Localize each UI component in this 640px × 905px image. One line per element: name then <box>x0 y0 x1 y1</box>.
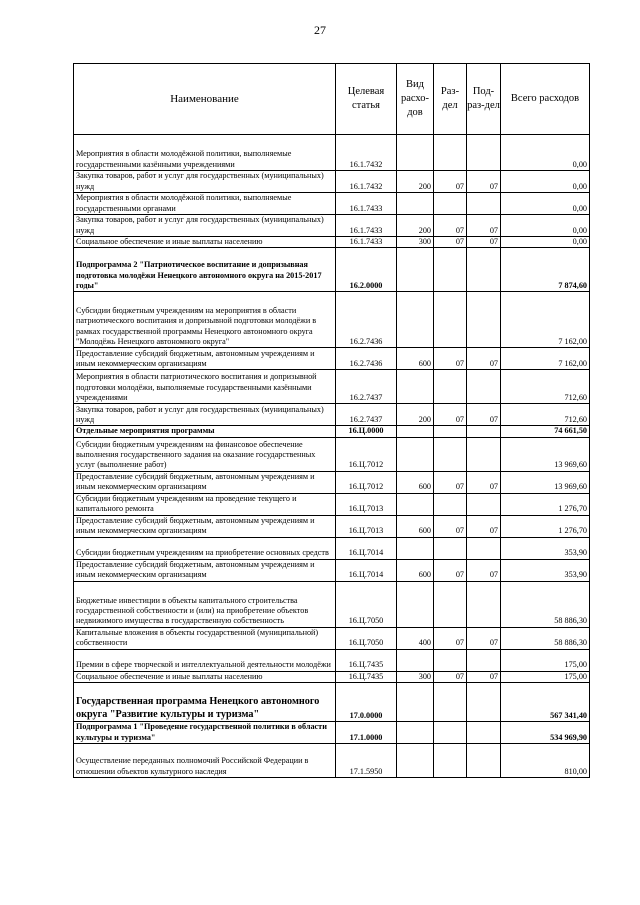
row-total: 567 341,40 <box>501 683 590 722</box>
row-total: 0,00 <box>501 237 590 248</box>
row-kind: 200 <box>397 171 434 193</box>
row-section <box>434 437 467 471</box>
row-total: 1 276,70 <box>501 515 590 537</box>
budget-table <box>73 63 590 778</box>
row-total: 810,00 <box>501 744 590 778</box>
table-row <box>74 581 590 627</box>
row-target: 16.1.7432 <box>336 171 397 193</box>
table-row <box>74 370 590 404</box>
row-total: 0,00 <box>501 135 590 171</box>
row-target: 16.2.7436 <box>336 292 397 348</box>
row-subsection: 07 <box>467 237 501 248</box>
header-section: Раз-дел <box>434 64 467 135</box>
row-target: 16.Ц.7435 <box>336 649 397 671</box>
row-total: 13 969,60 <box>501 437 590 471</box>
row-name: Предоставление субсидий бюджетным, автономным учреждениям и иным некоммерческим организациям <box>74 471 336 493</box>
table-row <box>74 404 590 426</box>
row-kind <box>397 437 434 471</box>
row-section <box>434 649 467 671</box>
table-row <box>74 171 590 193</box>
row-section <box>434 744 467 778</box>
header-subsection: Под-раз-дел <box>467 64 501 135</box>
row-total: 353,90 <box>501 559 590 581</box>
table-row <box>74 683 590 722</box>
table-row <box>74 248 590 292</box>
row-kind: 400 <box>397 627 434 649</box>
row-name: Закупка товаров, работ и услуг для государственных (муниципальных) нужд <box>74 215 336 237</box>
row-kind: 200 <box>397 215 434 237</box>
table-row <box>74 237 590 248</box>
row-name: Предоставление субсидий бюджетным, автономным учреждениям и иным некоммерческим организациям <box>74 559 336 581</box>
row-target: 17.0.0000 <box>336 683 397 722</box>
header-name: Наименование <box>74 64 336 135</box>
table-row <box>74 471 590 493</box>
row-subsection: 07 <box>467 559 501 581</box>
row-subsection: 07 <box>467 404 501 426</box>
row-name: Бюджетные инвестиции в объекты капитального строительства государственной собственности и (или) на приобретение объектов недвижимого имущества в государственную собственность <box>74 581 336 627</box>
row-subsection <box>467 581 501 627</box>
row-subsection <box>467 248 501 292</box>
table-row <box>74 292 590 348</box>
row-section: 07 <box>434 348 467 370</box>
row-subsection: 07 <box>467 671 501 682</box>
row-total: 7 162,00 <box>501 292 590 348</box>
row-kind <box>397 135 434 171</box>
row-target: 16.1.7433 <box>336 215 397 237</box>
row-total: 534 969,90 <box>501 722 590 744</box>
row-target: 16.Ц.7050 <box>336 627 397 649</box>
row-target: 17.1.5950 <box>336 744 397 778</box>
row-section: 07 <box>434 627 467 649</box>
row-target: 16.Ц.0000 <box>336 426 397 437</box>
row-target: 16.2.7437 <box>336 404 397 426</box>
row-name: Закупка товаров, работ и услуг для государственных (муниципальных) нужд <box>74 171 336 193</box>
row-name: Субсидии бюджетным учреждениям на проведение текущего и капитального ремонта <box>74 493 336 515</box>
row-target: 16.Ц.7013 <box>336 515 397 537</box>
row-section <box>434 722 467 744</box>
row-name: Подпрограмма 2 "Патриотическое воспитание и допризывная подготовка молодёжи Ненецкого автономного округа на 2015-2017 годы" <box>74 248 336 292</box>
row-section <box>434 426 467 437</box>
table-row <box>74 627 590 649</box>
row-name: Капитальные вложения в объекты государственной (муниципальной) собственности <box>74 627 336 649</box>
table-row <box>74 493 590 515</box>
row-name: Отдельные мероприятия программы <box>74 426 336 437</box>
table-row <box>74 537 590 559</box>
row-total: 7 874,60 <box>501 248 590 292</box>
row-total: 175,00 <box>501 649 590 671</box>
table-row <box>74 215 590 237</box>
row-total: 58 886,30 <box>501 581 590 627</box>
table-row <box>74 744 590 778</box>
row-total: 13 969,60 <box>501 471 590 493</box>
row-kind <box>397 744 434 778</box>
row-subsection <box>467 683 501 722</box>
row-subsection: 07 <box>467 215 501 237</box>
row-total: 0,00 <box>501 193 590 215</box>
row-kind <box>397 292 434 348</box>
row-target: 16.Ц.7012 <box>336 437 397 471</box>
row-name: Подпрограмма 1 "Проведение государственной политики в области культуры и туризма" <box>74 722 336 744</box>
row-name: Осуществление переданных полномочий Российской Федерации в отношении объектов культурного наследия <box>74 744 336 778</box>
row-section: 07 <box>434 237 467 248</box>
row-name: Социальное обеспечение и иные выплаты населению <box>74 671 336 682</box>
row-name: Социальное обеспечение и иные выплаты населению <box>74 237 336 248</box>
row-section <box>434 193 467 215</box>
row-subsection <box>467 722 501 744</box>
row-kind: 600 <box>397 348 434 370</box>
row-target: 16.1.7433 <box>336 193 397 215</box>
row-kind: 600 <box>397 471 434 493</box>
row-section <box>434 292 467 348</box>
row-subsection: 07 <box>467 627 501 649</box>
row-section <box>434 683 467 722</box>
row-section <box>434 135 467 171</box>
row-section: 07 <box>434 671 467 682</box>
row-subsection <box>467 193 501 215</box>
row-section: 07 <box>434 559 467 581</box>
table-row <box>74 348 590 370</box>
row-kind <box>397 370 434 404</box>
row-total: 175,00 <box>501 671 590 682</box>
row-kind: 600 <box>397 515 434 537</box>
table-row <box>74 559 590 581</box>
row-target: 16.Ц.7013 <box>336 493 397 515</box>
row-kind: 600 <box>397 559 434 581</box>
row-target: 16.Ц.7012 <box>336 471 397 493</box>
row-total: 58 886,30 <box>501 627 590 649</box>
row-target: 16.1.7432 <box>336 135 397 171</box>
row-total: 7 162,00 <box>501 348 590 370</box>
row-section <box>434 493 467 515</box>
table-row <box>74 649 590 671</box>
row-total: 0,00 <box>501 215 590 237</box>
row-name: Мероприятия в области патриотического воспитания и допризывной подготовки молодёжи, выполняемые государственными казёнными учреждениями <box>74 370 336 404</box>
row-section: 07 <box>434 404 467 426</box>
row-section: 07 <box>434 471 467 493</box>
row-name: Мероприятия в области молодёжной политики, выполняемые государственными казёнными учреждениями <box>74 135 336 171</box>
row-name: Субсидии бюджетным учреждениям на мероприятия в области патриотического воспитания и допризывной подготовки молодёжи в рамках государственной программы Ненецкого автономного округа "Молодёжь Ненецкого автономного округа" <box>74 292 336 348</box>
row-target: 16.2.7436 <box>336 348 397 370</box>
row-subsection: 07 <box>467 515 501 537</box>
row-subsection: 07 <box>467 348 501 370</box>
row-section: 07 <box>434 215 467 237</box>
row-section: 07 <box>434 171 467 193</box>
page-number: 27 <box>314 23 326 37</box>
row-section <box>434 537 467 559</box>
row-subsection <box>467 135 501 171</box>
row-kind <box>397 649 434 671</box>
row-subsection <box>467 493 501 515</box>
row-name: Закупка товаров, работ и услуг для государственных (муниципальных) нужд <box>74 404 336 426</box>
row-name: Субсидии бюджетным учреждениям на финансовое обеспечение выполнения государственного задания на оказание государственных услуг (выполнение работ) <box>74 437 336 471</box>
row-kind <box>397 248 434 292</box>
row-kind <box>397 537 434 559</box>
row-total: 74 661,50 <box>501 426 590 437</box>
row-kind <box>397 426 434 437</box>
row-name: Мероприятия в области молодёжной политики, выполняемые государственными органами <box>74 193 336 215</box>
row-name: Государственная программа Ненецкого автономного округа "Развитие культуры и туризма" <box>74 683 336 722</box>
row-kind <box>397 722 434 744</box>
row-subsection <box>467 292 501 348</box>
row-kind <box>397 683 434 722</box>
row-subsection <box>467 537 501 559</box>
row-target: 16.2.7437 <box>336 370 397 404</box>
row-subsection <box>467 744 501 778</box>
header-target: Целевая статья <box>336 64 397 135</box>
row-kind: 300 <box>397 671 434 682</box>
header-total: Всего расходов <box>501 64 590 135</box>
row-section <box>434 248 467 292</box>
row-total: 712,60 <box>501 370 590 404</box>
row-name: Премии в сфере творческой и интеллектуальной деятельности молодёжи <box>74 649 336 671</box>
row-total: 0,00 <box>501 171 590 193</box>
row-total: 712,60 <box>501 404 590 426</box>
row-target: 16.2.0000 <box>336 248 397 292</box>
row-target: 16.Ц.7050 <box>336 581 397 627</box>
row-kind <box>397 493 434 515</box>
row-subsection <box>467 370 501 404</box>
row-subsection <box>467 649 501 671</box>
row-kind <box>397 193 434 215</box>
row-kind: 300 <box>397 237 434 248</box>
table-row <box>74 135 590 171</box>
row-total: 353,90 <box>501 537 590 559</box>
row-name: Субсидии бюджетным учреждениям на приобретение основных средств <box>74 537 336 559</box>
row-subsection: 07 <box>467 171 501 193</box>
row-subsection <box>467 426 501 437</box>
row-target: 16.Ц.7014 <box>336 537 397 559</box>
row-subsection: 07 <box>467 471 501 493</box>
row-name: Предоставление субсидий бюджетным, автономным учреждениям и иным некоммерческим организациям <box>74 515 336 537</box>
table-row <box>74 193 590 215</box>
row-kind: 200 <box>397 404 434 426</box>
row-name: Предоставление субсидий бюджетным, автономным учреждениям и иным некоммерческим организациям <box>74 348 336 370</box>
row-section: 07 <box>434 515 467 537</box>
header-kind: Вид расхо-дов <box>397 64 434 135</box>
row-target: 17.1.0000 <box>336 722 397 744</box>
row-target: 16.Ц.7435 <box>336 671 397 682</box>
table-row <box>74 671 590 682</box>
row-target: 16.Ц.7014 <box>336 559 397 581</box>
row-subsection <box>467 437 501 471</box>
row-section <box>434 370 467 404</box>
table-header-row <box>74 64 590 135</box>
row-target: 16.1.7433 <box>336 237 397 248</box>
row-kind <box>397 581 434 627</box>
table-row <box>74 722 590 744</box>
table-body <box>74 135 590 778</box>
table-row <box>74 437 590 471</box>
table-row <box>74 426 590 437</box>
row-section <box>434 581 467 627</box>
table-row <box>74 515 590 537</box>
row-total: 1 276,70 <box>501 493 590 515</box>
